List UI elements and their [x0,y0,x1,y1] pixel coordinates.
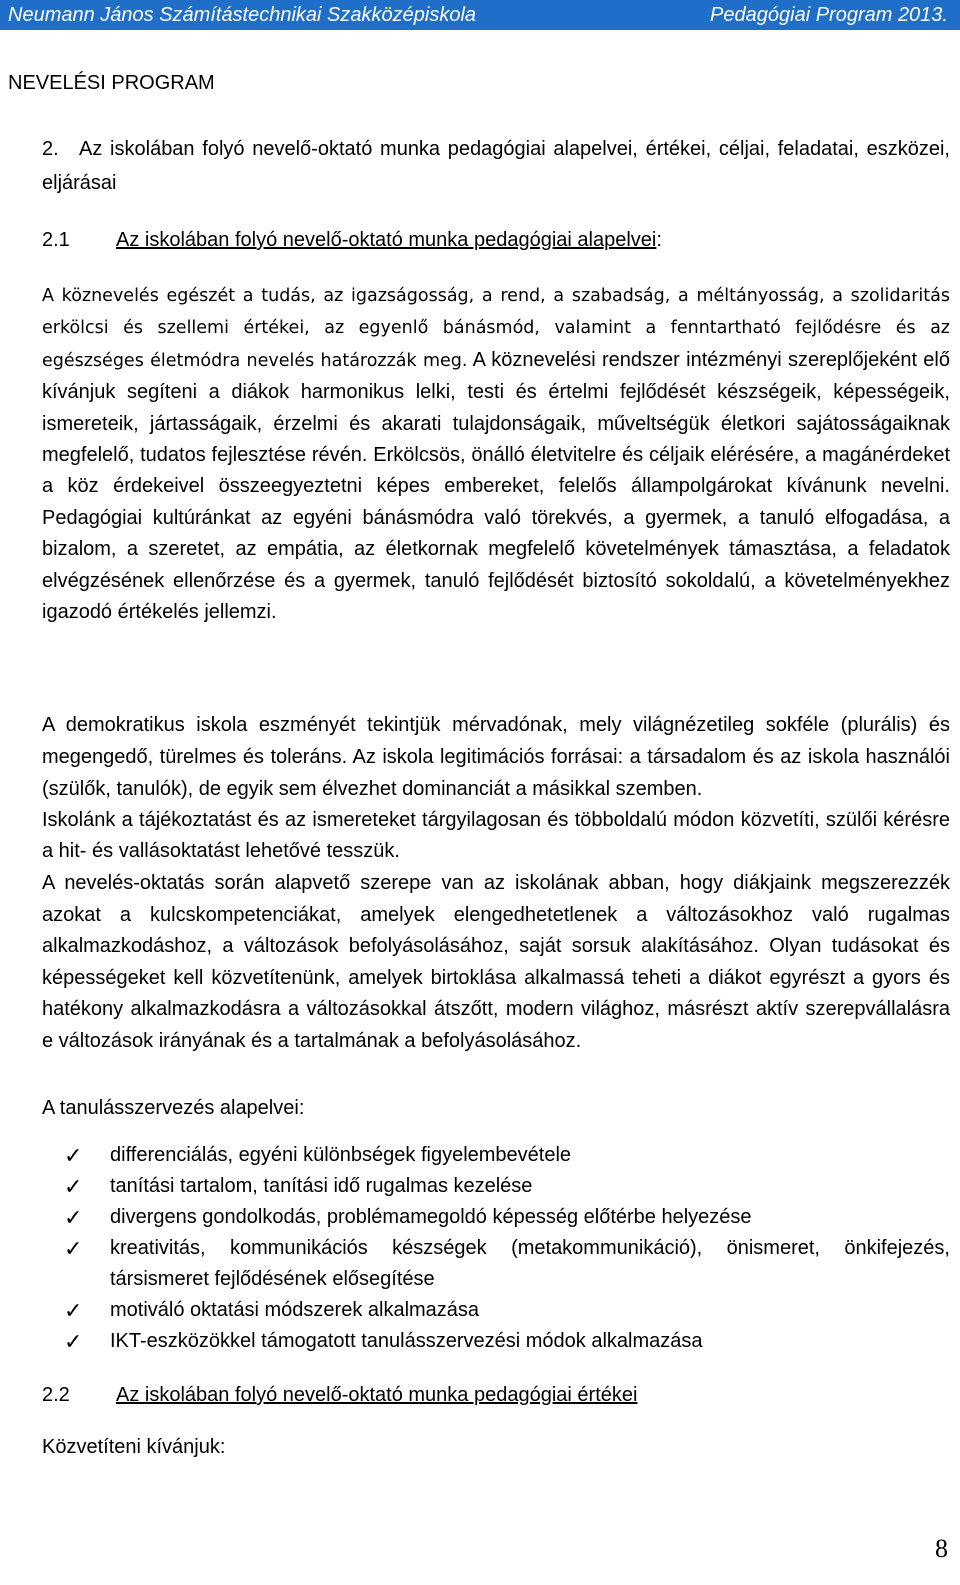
list-item [64,1171,950,1202]
list-item [64,1233,950,1295]
subsection-title: Az iskolában folyó nevelő-oktató munka pedagógiai értékei [116,1384,638,1406]
paragraph-neveles-oktatas: A nevelés-oktatás során alapvető szerepe van az iskolának abban, hogy diákjaink megszerezzék azokat a kulcskompetenciákat, amelyek elengedhetetlenek a változásokhoz való rugalmas alkalmazkodáshoz, a változások befolyásolásához, saját sorsuk alakításához. Olyan tudásokat és képességeket kell közvetítenünk, amelyek birtoklása alkalmassá teheti a diákot egyrészt a gyors és hatékony alkalmazkodásra a változásokkal átszőtt, modern világhoz, másrészt aktív szerepvállalásra e változások irányának és a tartalmának a befolyásolásához. [42,872,950,1052]
document-title: NEVELÉSI PROGRAM [8,72,215,94]
page-header [0,0,960,30]
section-title: Az iskolában folyó nevelő-oktató munka pedagógiai alapelvei, értékei, céljai, feladatai, eszközei, eljárásai [42,138,950,194]
list-item [64,1140,950,1171]
list-item-text: differenciálás, egyéni különbségek figyelembevétele [110,1144,572,1166]
subsection-colon: : [656,229,662,251]
checkmark-icon: ✓ [64,1236,83,1261]
list-item-text: IKT-eszközökkel támogatott tanulásszervezési módok alkalmazása [110,1330,703,1352]
checkmark-icon: ✓ [64,1329,83,1354]
header-program-title: Pedagógiai Program 2013. [710,4,948,26]
list-item-text: divergens gondolkodás, problémamegoldó képesség előtérbe helyezése [110,1206,752,1228]
section-heading [42,132,950,200]
checkmark-icon: ✓ [64,1143,83,1168]
kozvetiteni-label: Közvetíteni kívánjuk: [42,1436,226,1458]
list-item [64,1295,950,1326]
subsection-heading-2-2 [42,1384,637,1407]
subsection-heading-2-1 [42,229,662,252]
header-school-name: Neumann János Számítástechnikai Szakközépiskola [8,4,477,26]
list-item-text: motiváló oktatási módszerek alkalmazása [110,1299,480,1321]
checkmark-icon: ✓ [64,1174,83,1199]
checkmark-icon: ✓ [64,1298,83,1323]
list-item-text: tanítási tartalom, tanítási idő rugalmas kezelése [110,1175,533,1197]
tanulasszervezes-heading: A tanulásszervezés alapelvei: [42,1097,305,1119]
paragraph-koznevelés [42,280,950,628]
paragraph-sentence-1: A köznevelés egészét a tudás, az igazságosság, a rend, a szabadság, a méltányosság, a szolidaritás erkölcsi és szellemi értékei, az egyenlő bánásmód, valamint a fenntartható fejlődésre és az egészséges életmódra nevelés határozzák meg. [42,286,950,371]
section-number: 2. [42,138,59,160]
list-item-text: kreativitás, kommunikációs készségek (metakommunikáció), önismeret, önkifejezés, társismeret fejlődésének elősegítése [110,1237,950,1290]
paragraph-demokratikus: A demokratikus iskola eszményét tekintjük mérvadónak, mely világnézetileg sokféle (plurális) és megengedő, türelmes és toleráns. Az iskola legitimációs forrásai: a társadalom és az iskola használói (szülők, tanulók), de egyik sem élvezhet dominanciát a másikkal szemben. [42,714,950,800]
paragraph-rest: A köznevelési rendszer intézményi szereplőjeként elő kívánjuk segíteni a diákok harmonikus lelki, testi és értelmi fejlődését készségeik, képességeik, ismereteik, jártasságaik, érzelmi és akarati tulajdonságaik, műveltségük életkori sajátosságaiknak megfelelő, tudatos fejlesztése révén. Erkölcsös, önálló életvitelre és céljaik elérésére, a magánérdeket a köz érdekeivel összeegyeztetni képes embereket, felelős állampolgárokat kívánunk nevelni. Pedagógiai kultúránkat az egyéni bánásmódra való törekvés, a gyermek, a tanuló elfogadása, a bizalom, a szeretet, az empátia, az életkornak megfelelő követelmények támasztása, a feladatok elvégzésének ellenőrzése és a gyermek, tanuló fejlődését biztosító sokoldalú, a követelményekhez igazodó értékelés jellemzi. [42,348,950,624]
page-number: 8 [935,1534,948,1563]
list-item [64,1202,950,1233]
subsection-number: 2.2 [42,1384,70,1406]
subsection-title: Az iskolában folyó nevelő-oktató munka pedagógiai alapelvei [116,229,657,251]
paragraph-iskolank: Iskolánk a tájékoztatást és az ismereteket tárgyilagosan és többoldalú módon közvetíti, szülői kérésre a hit- és vallásoktatást lehetővé tesszük. [42,809,950,863]
checkmark-icon: ✓ [64,1205,83,1230]
list-item [64,1326,950,1357]
subsection-number: 2.1 [42,229,70,251]
principles-checklist [64,1140,950,1357]
